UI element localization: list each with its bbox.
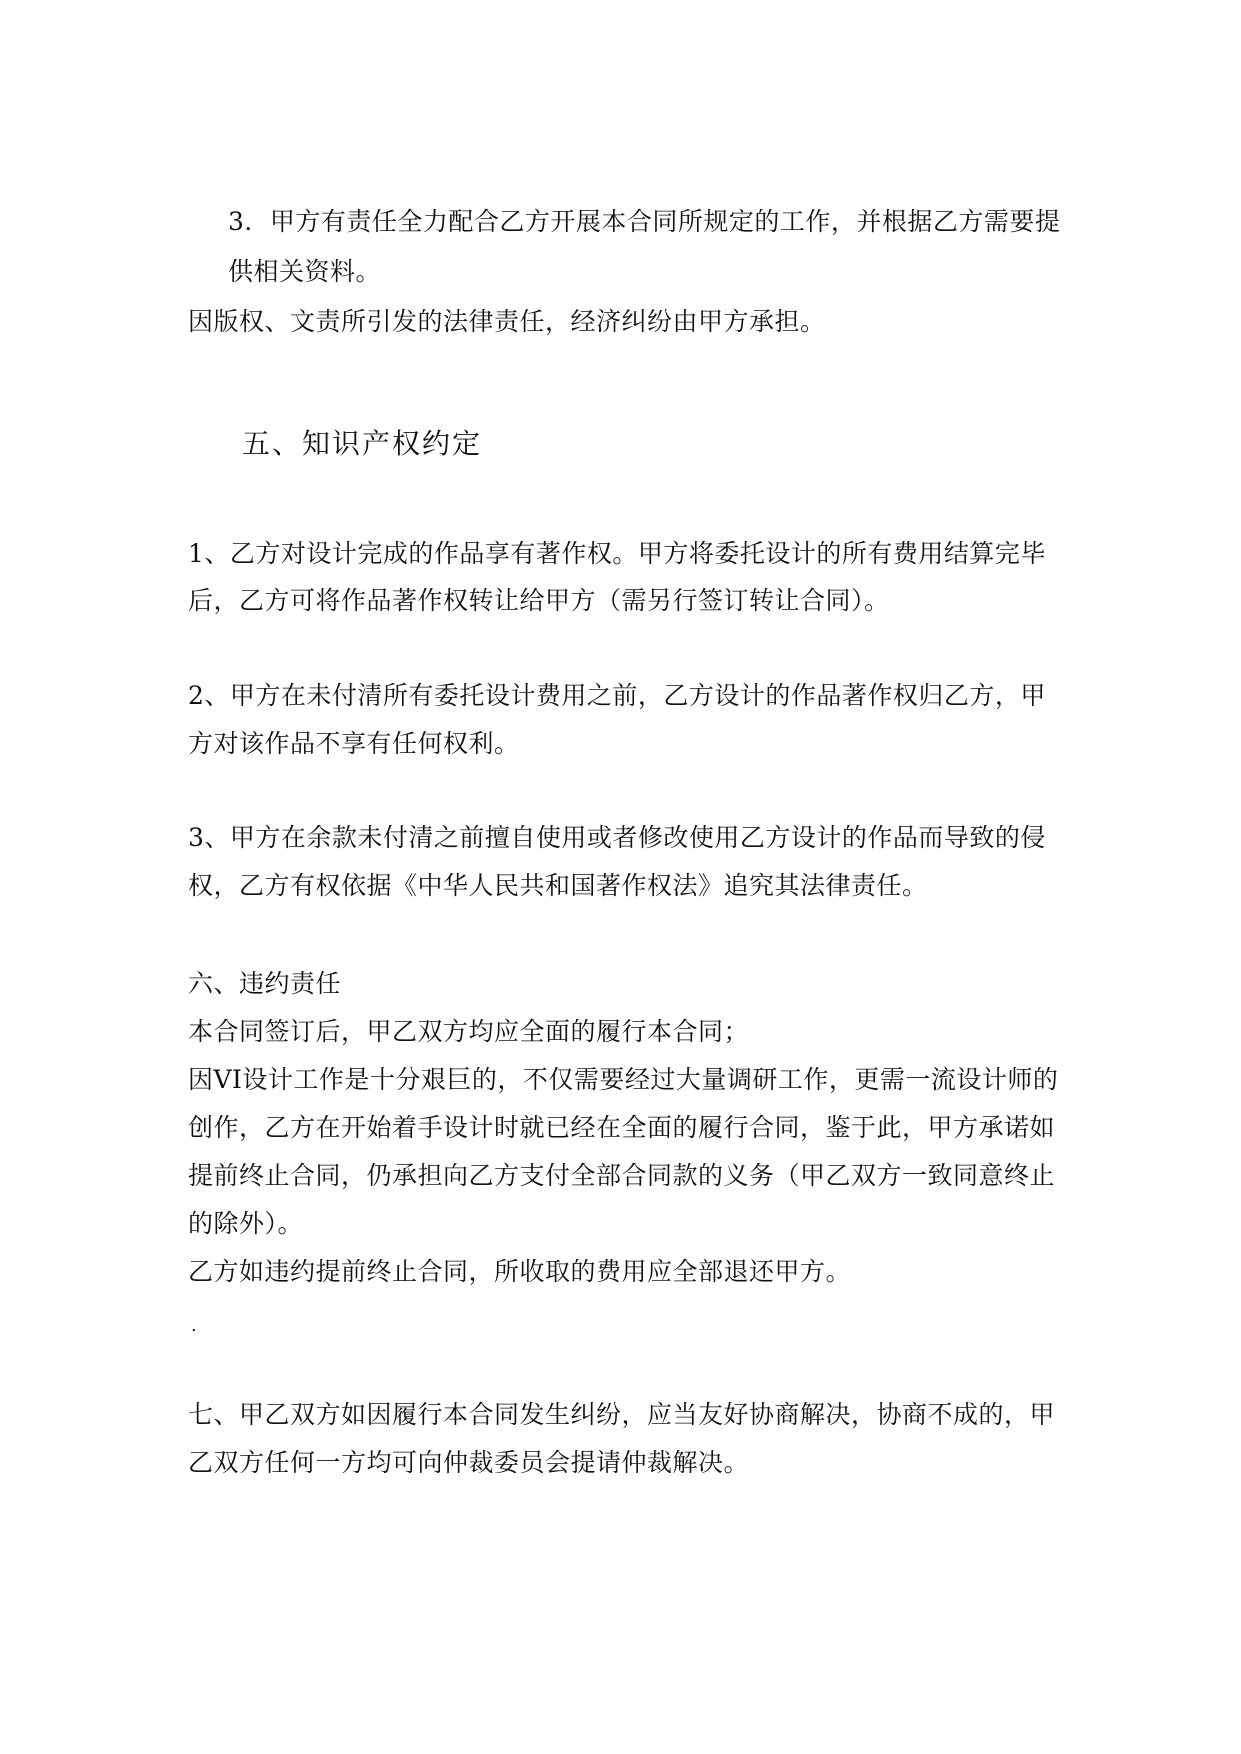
section6-dot: . — [191, 1315, 197, 1336]
section5-item2-line2: 方对该作品不享有任何权利。 — [188, 729, 520, 758]
section5-item2-line1: 2、甲方在未付清所有委托设计费用之前，乙方设计的作品著作权归乙方，甲 — [188, 681, 1046, 710]
section5-item1-line2: 后，乙方可将作品著作权转让给甲方（需另行签订转让合同）。 — [188, 586, 890, 615]
section6-title: 六、违约责任 — [188, 969, 342, 998]
section7-line1: 七、甲乙双方如因履行本合同发生纠纷，应当友好协商解决，协商不成的，甲 — [188, 1400, 1056, 1429]
section6-p2-line2: 创作，乙方在开始着手设计时就已经在全面的履行合同，鉴于此，甲方承诺如 — [188, 1113, 1056, 1142]
section6-p1: 本合同签订后，甲乙双方均应全面的履行本合同； — [188, 1017, 750, 1046]
section7-line2: 乙双方任何一方均可向仲裁委员会提请仲裁解决。 — [188, 1448, 750, 1477]
section6-p2-line1: 因VI设计工作是十分艰巨的，不仅需要经过大量调研工作，更需一流设计师的 — [188, 1065, 1059, 1094]
section4-item3-line1: 3．甲方有责任全力配合乙方开展本合同所规定的工作，并根据乙方需要提 — [228, 207, 1061, 236]
section4-item3-line2: 供相关资料。 — [228, 257, 382, 286]
section6-p3: 乙方如违约提前终止合同，所收取的费用应全部退还甲方。 — [188, 1257, 852, 1286]
section6-p2-line4: 的除外）。 — [188, 1209, 304, 1238]
section5-item3-line1: 3、甲方在余款未付清之前擅自使用或者修改使用乙方设计的作品而导致的侵 — [188, 823, 1046, 852]
section5-title: 五、知识产权约定 — [242, 427, 483, 460]
section5-item1-line1: 1、乙方对设计完成的作品享有著作权。甲方将委托设计的所有费用结算完毕 — [188, 539, 1046, 568]
section4-liability-text: 因版权、文责所引发的法律责任，经济纠纷由甲方承担。 — [188, 307, 826, 336]
section6-p2-line3: 提前终止合同，仍承担向乙方支付全部合同款的义务（甲乙双方一致同意终止 — [188, 1161, 1056, 1190]
section5-item3-line2: 权，乙方有权依据《中华人民共和国著作权法》追究其法律责任。 — [188, 871, 928, 900]
